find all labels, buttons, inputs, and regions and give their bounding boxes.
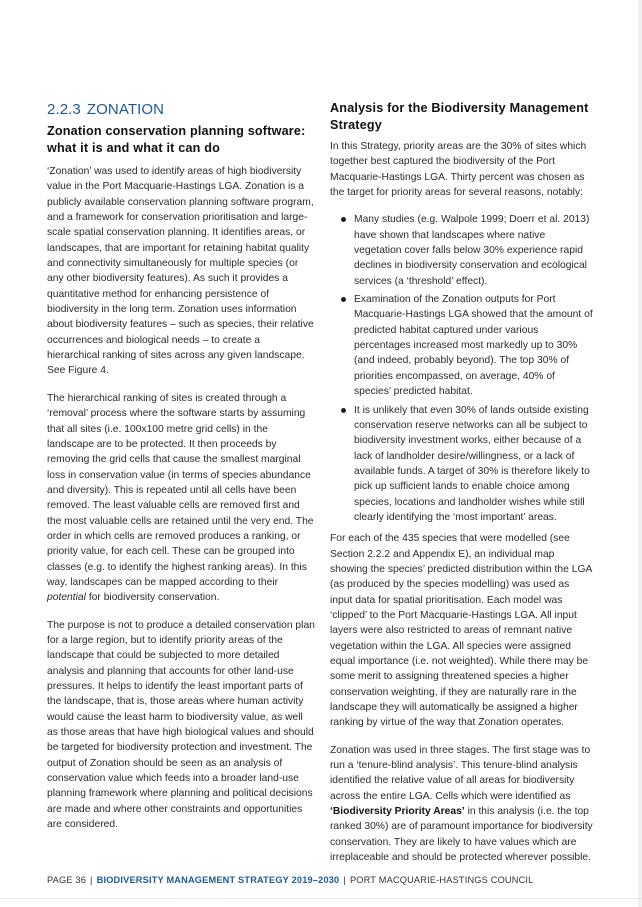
footer-strategy-title: BIODIVERSITY MANAGEMENT STRATEGY 2019–2030	[96, 875, 340, 885]
reasons-list	[330, 212, 594, 525]
right-column	[330, 100, 594, 877]
footer-divider: |	[343, 875, 346, 885]
section-subtitle: Zonation conservation planning software: what it is and what it can do	[47, 124, 306, 155]
zonation-intro-paragraph: ‘Zonation’ was used to identify areas of high biodiversity value in the Port Macquarie-Hastings LGA. Zonation is a publicly available conservation planning software program, and a framework for conservation prioritisation and large-scale spatial conservation planning. It identifies areas, or landscapes, that are important for retaining habitat quality and connectivity simultaneously for multiple species (or any other biodiversity features). As such it provides a quantitative method for enhancing persistence of biodiversity in the long term. Zonation uses information about biodiversity features – such as species, their relative occurrences and biological needs – to create a hierarchical ranking of sites across any given landscape. See Figure 4.	[47, 166, 314, 377]
page-edge	[638, 0, 642, 907]
bullet-icon	[341, 297, 346, 302]
list-item-text: Examination of the Zonation outputs for Port Macquarie-Hastings LGA showed that the amount of predicted habitat captured under various percentages increased most markedly up to 30% (and indeed, probably beyond). The top 30% of priorities encompassed, on average, 40% of species’ predicted habitat.	[354, 294, 593, 398]
ranking-paragraph	[47, 391, 315, 606]
stages-paragraph-end: in this analysis (i.e. the top ranked 30%) are of paramount importance for biodiversity conservation. They are likely to have values which are irreplaceable and should be protected wherever possible.	[330, 806, 593, 864]
list-item-text: It is unlikely that even 30% of lands outside existing conservation reserve networks can all be subject to biodiversity investment works, either because of a lack of landholder desire/willingness, or a lack of available funds. A target of 30% is therefore likely to pick up sufficient lands to enable choice among species, locations and landholder wishes while still clearly identifying the ‘most important’ areas.	[354, 404, 590, 523]
section-title: ZONATION	[86, 101, 165, 118]
stages-paragraph-text: Zonation was used in three stages. The first stage was to run a ‘tenure-blind analysis’. This tenure-blind analysis identified the relative value of all areas for biodiversity across the entire LGA. Cells which were identified as	[330, 744, 591, 802]
footer-divider: |	[90, 875, 93, 885]
bullet-icon	[341, 408, 346, 413]
footer-rule	[0, 898, 642, 899]
purpose-paragraph: The purpose is not to produce a detailed conservation plan for a large region, but to identify priority areas of the landscape that could be subjected to more detailed analysis and planning that accounts for other land-use pressures. It helps to identify the least important parts of the landscape, that is, those areas where human activity would cause the least harm to biodiversity value, as well as those areas that have high biological values and should be targeted for biodiversity protection and investment. The output of Zonation should be seen as an analysis of conservation value which feeds into a broader land-use planning framework where planning and political decisions are made and where other constraints and opportunities are considered.	[47, 619, 315, 831]
page-number: PAGE 36	[47, 875, 87, 885]
ranking-paragraph-text: The hierarchical ranking of sites is created through a ‘removal’ process where the software starts by assuming that all sites (i.e. 100x100 metre grid cells) in the landscape are to be protected. It then proceeds by removing the grid cells that cause the smallest marginal loss in conservation value (in terms of species abundance and diversity). This is repeated until all cells have been removed. The least valuable cells are removed first and the most valuable cells are retained until the very end. The order in which cells are removed produces a ranking, or priority value, for each cell. These can be grouped into classes (e.g. to identify the highest ranking areas). In this way, landscapes can be mapped according to their	[47, 392, 314, 588]
list-item	[330, 292, 594, 399]
biodiversity-priority-areas-term: ‘Biodiversity Priority Areas’	[330, 806, 465, 818]
section-number: 2.2.3	[47, 101, 81, 118]
ranking-paragraph-italic: potential	[47, 592, 86, 604]
species-paragraph: For each of the 435 species that were modelled (see Section 2.2.2 and Appendix E), an individual map showing the species’ predicted distribution within the LGA (as produced by the species modelling) was used as input data for spatial prioritisation. Each model was ‘clipped’ to the Port Macquarie-Hastings LGA. All input layers were also restricted to areas of remnant native vegetation within the LGA. All species were assigned equal importance (i.e. not weighted). While there may be some merit to assigning threatened species a higher conservation weighting, if they are naturally rare in the landscape they will automatically be assigned a higher ranking by virtue of the way that Zonation operates.	[330, 533, 592, 729]
analysis-heading: Analysis for the Biodiversity Management Strategy	[330, 101, 589, 132]
footer-council-name: PORT MACQUARIE-HASTINGS COUNCIL	[349, 875, 534, 885]
list-item	[330, 403, 594, 526]
section-heading	[47, 100, 315, 120]
stages-paragraph	[330, 743, 594, 866]
list-item	[330, 212, 594, 289]
left-column	[47, 100, 315, 844]
list-item-text: Many studies (e.g. Walpole 1999; Doerr et al. 2013) have shown that landscapes where native vegetation cover falls below 30% experience rapid declines in biodiversity conservation and ecological services (a ‘threshold’ effect).	[354, 214, 590, 287]
page-footer	[47, 874, 607, 886]
analysis-intro-paragraph: In this Strategy, priority areas are the 30% of sites which together best captured the biodiversity of the Port Macquarie-Hastings LGA. Thirty percent was chosen as the target for priority areas for several reasons, notably:	[330, 141, 587, 199]
bullet-icon	[341, 217, 346, 222]
ranking-paragraph-end: for biodiversity conservation.	[88, 592, 220, 604]
